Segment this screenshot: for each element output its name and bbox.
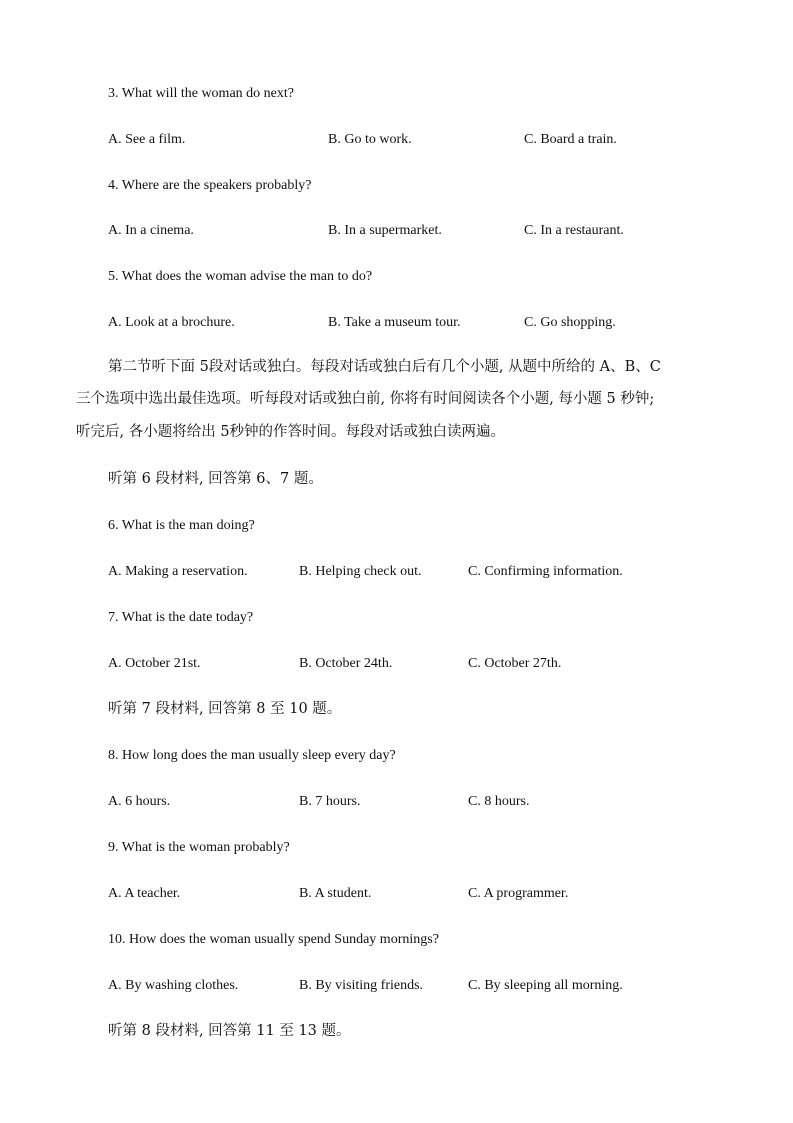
question-9: 9. What is the woman probably? bbox=[108, 840, 290, 855]
option-5a: A. Look at a brochure. bbox=[108, 315, 235, 330]
option-10b: B. By visiting friends. bbox=[299, 978, 424, 993]
option-3a: A. See a film. bbox=[108, 132, 186, 147]
option-10c: C. By sleeping all morning. bbox=[468, 978, 623, 993]
question-8: 8. How long does the man usually sleep every day? bbox=[108, 748, 396, 763]
passage7-heading: 听第 7 段材料, 回答第 8 至 10 题。 bbox=[108, 701, 342, 717]
option-9a: A. A teacher. bbox=[108, 886, 181, 901]
option-5b: B. Take a museum tour. bbox=[328, 315, 461, 330]
option-3c: C. Board a train. bbox=[524, 132, 617, 147]
question-4: 4. Where are the speakers probably? bbox=[108, 178, 312, 193]
option-3b: B. Go to work. bbox=[328, 132, 412, 147]
passage6-heading: 听第 6 段材料, 回答第 6、7 题。 bbox=[108, 471, 323, 487]
option-7c: C. October 27th. bbox=[468, 656, 562, 671]
option-8a: A. 6 hours. bbox=[108, 794, 171, 809]
section2-intro-line3: 听完后, 各小题将给出 5秒钟的作答时间。每段对话或独白读两遍。 bbox=[76, 424, 506, 440]
question-5: 5. What does the woman advise the man to do? bbox=[108, 269, 373, 284]
question-10: 10. How does the woman usually spend Sunday mornings? bbox=[108, 932, 439, 947]
question-3: 3. What will the woman do next? bbox=[108, 86, 294, 101]
option-4b: B. In a supermarket. bbox=[328, 223, 442, 238]
question-7: 7. What is the date today? bbox=[108, 610, 254, 625]
section2-intro-line1: 第二节听下面 5段对话或独白。每段对话或独白后有几个小题, 从题中所给的 A、B、C bbox=[108, 359, 661, 375]
option-9b: B. A student. bbox=[299, 886, 372, 901]
option-10a: A. By washing clothes. bbox=[108, 978, 239, 993]
option-6c: C. Confirming information. bbox=[468, 564, 623, 579]
option-7b: B. October 24th. bbox=[299, 656, 393, 671]
option-9c: C. A programmer. bbox=[468, 886, 569, 901]
section2-intro-line2: 三个选项中选出最佳选项。听每段对话或独白前, 你将有时间阅读各个小题, 每小题 5 秒钟; bbox=[76, 391, 655, 407]
option-4c: C. In a restaurant. bbox=[524, 223, 624, 238]
passage8-heading: 听第 8 段材料, 回答第 11 至 13 题。 bbox=[108, 1023, 351, 1039]
question-6: 6. What is the man doing? bbox=[108, 518, 255, 533]
option-4a: A. In a cinema. bbox=[108, 223, 194, 238]
option-5c: C. Go shopping. bbox=[524, 315, 616, 330]
option-6b: B. Helping check out. bbox=[299, 564, 422, 579]
option-6a: A. Making a reservation. bbox=[108, 564, 248, 579]
option-8c: C. 8 hours. bbox=[468, 794, 530, 809]
option-7a: A. October 21st. bbox=[108, 656, 201, 671]
option-8b: B. 7 hours. bbox=[299, 794, 361, 809]
